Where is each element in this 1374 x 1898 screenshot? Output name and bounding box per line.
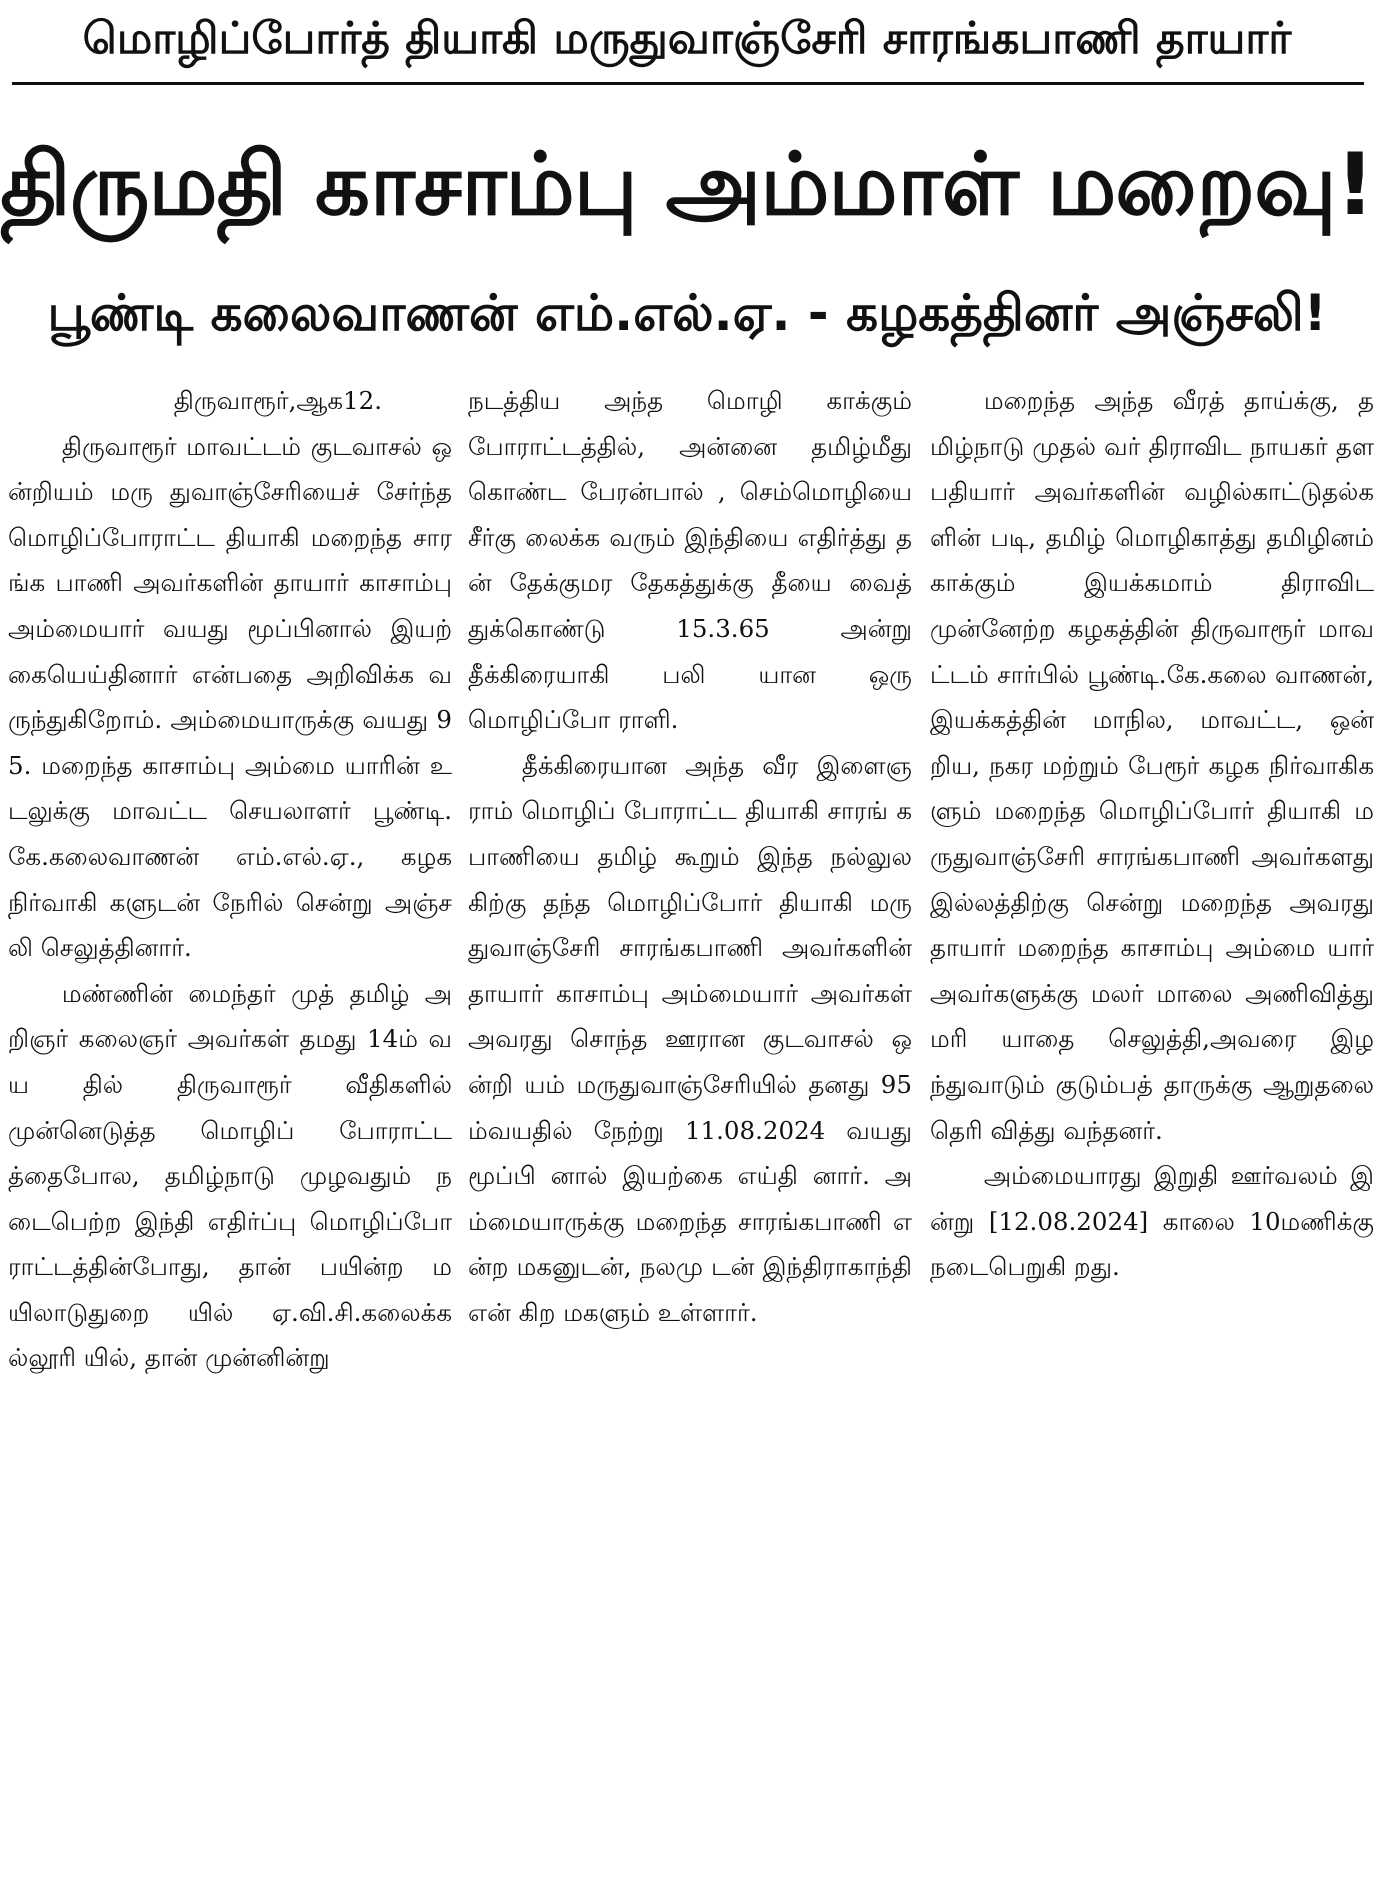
article-column-3: [930, 378, 1374, 1898]
paragraph: தீக்கிரையான அந்த வீர இளைஞராம் மொழிப் போராட்ட தியாகி சாரங் கபாணியை தமிழ் கூறும் இந்த நல்லுலகிற்கு தந்த மொழிப்போர் தியாகி மரு துவாஞ்சேரி சாரங்கபாணி அவர்களின் தாயார் காசாம்பு அம்மையார் அவர்கள் அவரது சொந்த ஊரான குடவாசல் ஒன்றி யம் மருதுவாஞ்சேரியில் தனது 95ம்வயதில் நேற்று 11.08.2024 வயது மூப்பி னால் இயற்கை எய்தி னார். அம்மையாருக்கு மறைந்த சாரங்கபாணி என்ற மகனுடன், நலமு டன் இந்திராகாந்தி என் கிற மகளும் உள்ளார்.: [468, 750, 912, 1327]
dateline: திருவாரூர்,ஆக12.: [173, 386, 382, 415]
paragraph: அம்மையாரது இறுதி ஊர்வலம் இன்று [12.08.2024] காலை 10மணிக்கு நடைபெறுகி றது.: [930, 1161, 1374, 1282]
article-column-2: [468, 378, 912, 1898]
subheadline: பூண்டி கலைவாணன் எம்.எல்.ஏ. - கழகத்தினர் அஞ்சலி!: [47, 284, 1327, 342]
paragraph: மறைந்த அந்த வீரத் தாய்க்கு, தமிழ்நாடு முதல் வர் திராவிட நாயகர் தளபதியார் அவர்களின் வழில்காட்டுதல்களின் படி, தமிழ் மொழிகாத்து தமிழினம் காக்கும் இயக்கமாம் திராவிட முன்னேற்ற கழகத்தின் திருவாரூர் மாவட்டம் சார்பில் பூண்டி.கே.கலை வாணன், இயக்கத்தின் மாநில, மாவட்ட, ஒன் றிய, நகர மற்றும் பேரூர் கழக நிர்வாகிகளும் மறைந்த மொழிப்போர் தியாகி மருதுவாஞ்சேரி சாரங்கபாணி அவர்களது இல்லத்திற்கு சென்று மறைந்த அவரது தாயார் மறைந்த காசாம்பு அம்மை யார் அவர்களுக்கு மலர் மாலை அணிவித்து மரி யாதை செலுத்தி,அவரை இழந்துவாடும் குடும்பத் தாருக்கு ஆறுதலை தெரி வித்து வந்தனர்.: [930, 386, 1374, 1145]
headline: திருமதி காசாம்பு அம்மாள் மறைவு!: [0, 135, 1374, 235]
kicker-underline: [12, 82, 1364, 85]
paragraph: நடத்திய அந்த மொழி காக்கும் போராட்டத்தில், அன்னை தமிழ்மீது கொண்ட பேரன்பால் , செம்மொழியை சீர்கு லைக்க வரும் இந்தியை எதிர்த்து தன் தேக்குமர தேகத்துக்கு தீயை வைத் துக்கொண்டு 15.3.65 அன்று தீக்கிரையாகி பலி யான ஒரு மொழிப்போ ராளி.: [468, 386, 912, 735]
paragraph: மண்ணின் மைந்தர் முத் தமிழ் அறிஞர் கலைஞர் அவர்கள் தமது 14ம் வய தில் திருவாரூர் வீதிகளில் முன்னெடுத்த மொழிப் போராட்டத்தைபோல, தமிழ்நாடு முழவதும் நடைபெற்ற இந்தி எதிர்ப்பு மொழிப்போ ராட்டத்தின்போது, தான் பயின்ற மயிலாடுதுறை யில் ஏ.வி.சி.கலைக்கல்லூரி யில், தான் முன்னின்று: [8, 978, 452, 1373]
kicker-line: மொழிப்போர்த் தியாகி மருதுவாஞ்சேரி சாரங்கபாணி தாயார்: [82, 13, 1292, 64]
article-column-1: [8, 378, 452, 1898]
paragraph: திருவாரூர் மாவட்டம் குடவாசல் ஒன்றியம் மரு துவாஞ்சேரியைச் சேர்ந்த மொழிப்போராட்ட தியாகி மறைந்த சாரங்க பாணி அவர்களின் தாயார் காசாம்பு அம்மையார் வயது மூப்பினால் இயற் கையெய்தினார் என்பதை அறிவிக்க வருந்துகிறோம். அம்மையாருக்கு வயது 95. மறைந்த காசாம்பு அம்மை யாரின் உடலுக்கு மாவட்ட செயலாளர் பூண்டி. கே.கலைவாணன் எம்.எல்.ஏ., கழக நிர்வாகி களுடன் நேரில் சென்று அஞ்சலி செலுத்தினார்.: [8, 431, 452, 963]
